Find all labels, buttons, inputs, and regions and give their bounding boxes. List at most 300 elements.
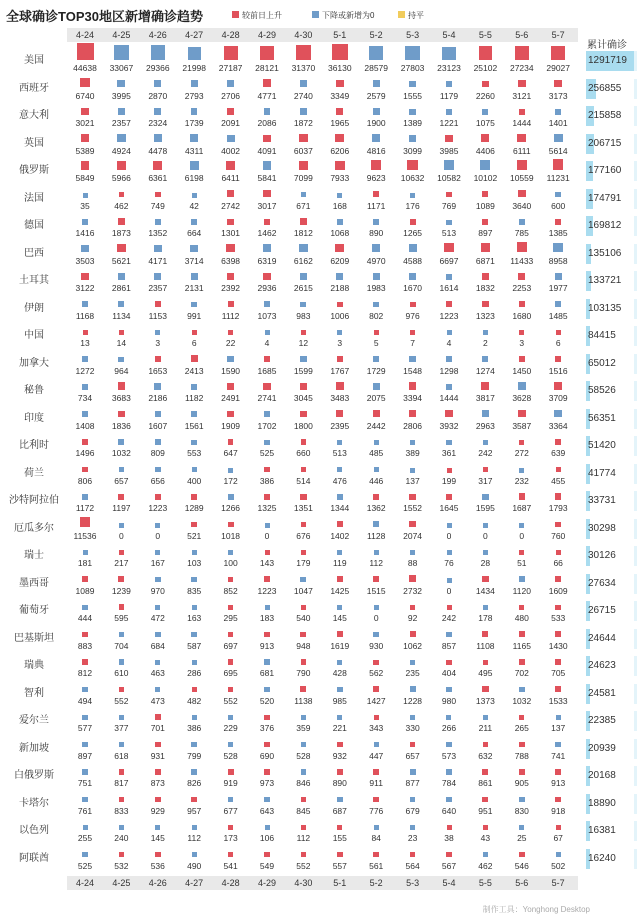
trend-mark <box>299 134 308 143</box>
value-label: 1018 <box>221 530 241 541</box>
trend-mark <box>337 660 342 665</box>
value-label: 812 <box>77 668 93 678</box>
value-label: 1873 <box>111 228 131 238</box>
trend-mark <box>409 356 415 362</box>
value-label: 1128 <box>367 530 386 541</box>
trend-mark <box>82 467 88 473</box>
value-label: 991 <box>187 310 202 321</box>
country-label: 伊朗 <box>24 302 44 314</box>
trend-mark <box>405 46 419 60</box>
trend-mark <box>519 219 525 225</box>
value-label: 1389 <box>403 118 423 128</box>
trend-mark <box>155 797 161 803</box>
value-label: 4 <box>264 338 270 348</box>
trend-mark <box>154 273 161 280</box>
trend-mark <box>447 578 452 583</box>
trend-mark <box>519 440 524 445</box>
value-label: 1812 <box>293 228 313 238</box>
trend-mark <box>337 356 344 363</box>
trend-mark <box>336 108 343 115</box>
trend-mark <box>410 742 416 748</box>
value-label: 11536 <box>73 530 97 541</box>
total-accent <box>634 739 637 759</box>
trend-mark <box>373 356 380 363</box>
total-accent <box>634 161 637 181</box>
trend-mark <box>190 245 198 253</box>
country-label: 巴基斯坦 <box>14 632 54 644</box>
value-label: 677 <box>223 805 238 816</box>
value-label: 9623 <box>366 173 386 183</box>
value-label: 1619 <box>330 640 350 651</box>
trend-mark <box>226 161 235 170</box>
trend-mark <box>155 523 160 528</box>
value-label: 1223 <box>439 310 459 321</box>
value-label: 10102 <box>473 173 498 183</box>
value-label: 1416 <box>75 228 95 238</box>
trend-mark <box>154 383 161 390</box>
trend-mark <box>410 550 415 555</box>
trend-mark <box>155 577 161 583</box>
trend-mark <box>300 273 307 280</box>
trend-mark <box>445 135 453 143</box>
trend-mark <box>555 273 562 280</box>
trend-mark <box>373 632 379 638</box>
value-label: 463 <box>150 668 165 678</box>
value-label: 701 <box>150 723 165 733</box>
trend-mark <box>555 301 561 307</box>
value-label: 577 <box>77 723 93 733</box>
trend-mark <box>555 686 561 692</box>
value-label: 833 <box>114 805 129 816</box>
trend-mark <box>374 605 379 610</box>
value-label: 1301 <box>221 228 241 238</box>
value-label: 2936 <box>257 283 277 293</box>
value-label: 873 <box>150 778 165 788</box>
value-label: 6 <box>191 338 197 348</box>
trend-mark <box>300 218 307 225</box>
value-label: 176 <box>405 200 420 211</box>
trend-mark <box>409 81 415 87</box>
value-label: 1670 <box>403 283 423 293</box>
value-label: 4588 <box>403 255 423 266</box>
trend-mark <box>155 192 161 198</box>
total-value: 41774 <box>586 464 636 484</box>
total-accent <box>634 381 637 401</box>
trend-mark <box>154 108 161 115</box>
total-column-title: 累计确诊 <box>587 40 627 51</box>
value-label: 1401 <box>548 118 568 128</box>
trend-mark <box>155 632 161 638</box>
value-label: 2074 <box>403 530 423 541</box>
country-label: 美国 <box>24 55 44 66</box>
value-label: 532 <box>114 860 129 871</box>
trend-mark <box>446 440 451 445</box>
value-label: 1739 <box>184 118 204 128</box>
value-label: 43 <box>480 833 491 843</box>
trend-mark <box>373 273 380 280</box>
value-label: 4002 <box>221 145 241 156</box>
value-label: 788 <box>514 750 529 761</box>
trend-mark <box>191 522 196 527</box>
trend-mark <box>556 715 561 720</box>
value-label: 84 <box>371 833 381 843</box>
trend-mark <box>483 523 488 528</box>
value-label: 6 <box>555 338 561 348</box>
total-accent <box>634 106 637 126</box>
value-label: 1836 <box>111 420 131 431</box>
value-label: 42 <box>189 200 199 211</box>
value-label: 3173 <box>548 90 568 101</box>
total-value: 58526 <box>586 381 636 401</box>
value-label: 1793 <box>548 503 568 513</box>
value-label: 549 <box>259 860 275 871</box>
value-label: 29027 <box>546 63 570 73</box>
value-label: 240 <box>114 833 129 843</box>
trend-mark <box>300 80 307 87</box>
value-label: 3628 <box>512 393 532 403</box>
trend-mark <box>191 411 197 417</box>
trend-mark <box>119 192 124 197</box>
trend-mark <box>481 243 490 252</box>
trend-mark <box>192 715 197 720</box>
trend-mark <box>155 301 161 307</box>
value-label: 1872 <box>293 118 313 128</box>
trend-mark <box>301 522 307 528</box>
trend-mark <box>373 686 379 692</box>
value-label: 749 <box>150 200 165 211</box>
value-label: 5849 <box>75 173 95 183</box>
trend-mark <box>447 550 452 555</box>
value-label: 1462 <box>257 228 277 238</box>
total-accent <box>634 546 637 566</box>
trend-mark <box>155 769 161 775</box>
trend-mark <box>335 161 344 170</box>
value-label: 4478 <box>148 145 168 156</box>
value-label: 929 <box>150 805 165 816</box>
value-label: 0 <box>446 530 452 541</box>
trend-mark <box>119 825 124 830</box>
value-label: 890 <box>369 228 384 238</box>
value-label: 12 <box>298 338 309 348</box>
value-label: 10632 <box>400 173 425 183</box>
trend-mark <box>442 47 455 60</box>
trend-mark <box>82 687 87 692</box>
trend-mark <box>519 769 525 775</box>
trend-mark <box>155 852 160 857</box>
trend-mark <box>554 382 562 390</box>
trend-mark <box>155 825 160 830</box>
trend-mark <box>482 81 489 88</box>
date-header: 5-5 <box>478 30 492 40</box>
value-label: 3995 <box>111 90 131 101</box>
total-value: 177160 <box>586 161 636 181</box>
value-label: 6871 <box>475 255 495 266</box>
trend-mark <box>227 383 234 390</box>
value-label: 137 <box>551 723 566 733</box>
trend-mark <box>264 356 271 363</box>
trend-mark <box>444 243 453 252</box>
total-value: 84415 <box>586 326 636 346</box>
trend-mark <box>300 356 306 362</box>
value-label: 1075 <box>475 118 495 128</box>
trend-mark <box>264 467 269 472</box>
value-label: 932 <box>332 750 347 761</box>
trend-mark <box>337 494 343 500</box>
value-label: 1595 <box>475 503 495 513</box>
trend-mark <box>518 273 525 280</box>
trend-mark <box>446 274 452 280</box>
date-footer: 5-7 <box>551 878 565 888</box>
value-label: 769 <box>441 200 457 211</box>
trend-mark <box>81 108 88 115</box>
value-label: 2357 <box>148 283 168 293</box>
value-label: 1062 <box>403 640 423 651</box>
trend-mark <box>373 769 379 775</box>
total-value: 51420 <box>586 436 636 456</box>
trend-mark <box>188 47 201 60</box>
value-label: 1402 <box>330 530 350 541</box>
total-value: 33731 <box>586 491 636 511</box>
trend-mark <box>517 242 528 253</box>
trend-mark <box>519 797 525 803</box>
trend-mark <box>373 302 379 308</box>
date-footer: 5-2 <box>369 878 383 888</box>
value-label: 183 <box>259 613 275 623</box>
trend-mark <box>447 468 452 473</box>
value-label: 100 <box>223 558 238 568</box>
trend-mark <box>447 825 452 830</box>
trend-mark <box>337 631 343 637</box>
country-label: 法国 <box>24 192 44 204</box>
trend-mark <box>374 440 379 445</box>
trend-mark <box>518 382 526 390</box>
trend-mark <box>335 134 344 143</box>
value-label: 830 <box>514 805 529 816</box>
value-label: 143 <box>259 558 275 568</box>
value-label: 1274 <box>475 365 495 376</box>
total-accent <box>634 656 637 676</box>
trend-mark <box>555 192 561 198</box>
value-label: 525 <box>77 860 93 871</box>
value-label: 235 <box>405 668 420 678</box>
total-value: 30298 <box>586 519 636 539</box>
trend-mark <box>81 134 90 143</box>
value-label: 918 <box>551 805 566 816</box>
date-footer: 5-6 <box>515 878 529 888</box>
value-label: 1112 <box>221 310 240 321</box>
value-label: 1172 <box>75 503 95 513</box>
value-label: 1555 <box>403 90 423 101</box>
value-label: 3503 <box>75 255 95 266</box>
value-label: 541 <box>223 860 238 871</box>
trend-mark <box>81 161 90 170</box>
trend-mark <box>82 852 87 857</box>
trend-mark <box>191 219 197 225</box>
value-label: 647 <box>223 448 238 458</box>
value-label: 1223 <box>257 585 277 596</box>
trend-mark <box>300 632 306 638</box>
value-label: 172 <box>223 475 238 486</box>
total-accent <box>634 849 637 869</box>
total-value: 56351 <box>586 409 636 429</box>
value-label: 557 <box>332 860 347 871</box>
value-label: 2741 <box>257 393 277 403</box>
value-label: 5966 <box>111 173 131 183</box>
trend-mark <box>483 825 488 830</box>
value-label: 482 <box>187 695 202 706</box>
total-accent <box>634 326 637 346</box>
trend-mark <box>374 330 379 335</box>
value-label: 6319 <box>257 255 277 266</box>
total-value: 16240 <box>586 849 636 869</box>
value-label: 359 <box>296 723 311 733</box>
date-header: 5-3 <box>406 30 420 40</box>
total-value: 103135 <box>586 299 636 319</box>
trend-mark <box>519 605 524 610</box>
trend-mark <box>265 605 270 610</box>
trend-mark <box>82 439 88 445</box>
trend-mark <box>263 190 270 197</box>
value-label: 4816 <box>366 145 386 156</box>
trend-mark <box>551 46 565 60</box>
value-label: 1089 <box>75 585 95 596</box>
date-header: 5-7 <box>551 30 565 40</box>
value-label: 28579 <box>364 63 388 73</box>
trend-mark <box>556 330 561 335</box>
value-label: 1645 <box>439 503 459 513</box>
trend-mark <box>77 43 94 60</box>
value-label: 1351 <box>293 503 313 513</box>
value-label: 948 <box>296 640 311 651</box>
trend-mark <box>483 605 488 610</box>
trend-mark <box>227 356 233 362</box>
value-label: 265 <box>514 723 529 733</box>
value-label: 21998 <box>182 63 206 73</box>
trend-mark <box>192 193 197 198</box>
trend-mark <box>337 687 343 693</box>
value-label: 112 <box>296 833 311 843</box>
trend-mark <box>154 134 162 142</box>
value-label: 610 <box>114 668 129 678</box>
trend-mark <box>191 769 197 775</box>
value-label: 76 <box>444 558 454 568</box>
total-accent <box>634 134 637 154</box>
trend-mark <box>482 576 488 582</box>
trend-mark <box>228 632 234 638</box>
value-label: 679 <box>405 805 420 816</box>
date-header: 4-25 <box>112 30 131 40</box>
trend-mark <box>82 797 88 803</box>
value-label: 4311 <box>185 145 204 156</box>
trend-mark <box>117 244 126 253</box>
value-label: 2963 <box>475 420 495 431</box>
trend-mark <box>480 160 490 170</box>
trend-mark <box>82 356 88 362</box>
trend-mark <box>118 218 125 225</box>
legend-flat-swatch <box>398 11 405 18</box>
trend-mark <box>263 273 270 280</box>
value-label: 36130 <box>327 63 352 73</box>
trend-mark <box>409 244 417 252</box>
trend-mark <box>83 330 88 335</box>
value-label: 155 <box>332 833 347 843</box>
legend-flat-label: 持平 <box>408 11 424 20</box>
value-label: 514 <box>296 475 311 486</box>
date-footer: 5-5 <box>478 878 492 888</box>
trend-mark <box>373 108 380 115</box>
country-label: 沙特阿拉伯 <box>9 495 59 506</box>
value-label: 1323 <box>475 310 495 321</box>
trend-mark <box>119 632 125 638</box>
trend-mark <box>373 660 378 665</box>
value-label: 643 <box>259 805 275 816</box>
trend-mark <box>446 109 452 115</box>
country-label: 厄瓜多尔 <box>14 522 54 534</box>
trend-mark <box>265 550 270 555</box>
value-label: 0 <box>483 530 488 541</box>
value-label: 2324 <box>148 118 168 128</box>
value-label: 7933 <box>330 173 350 183</box>
value-label: 1767 <box>330 365 350 376</box>
value-label: 428 <box>332 668 347 678</box>
trend-mark <box>555 797 561 803</box>
trend-mark <box>446 715 451 720</box>
value-label: 3 <box>155 338 161 348</box>
trend-mark <box>481 134 489 142</box>
trend-mark <box>155 467 161 473</box>
total-accent <box>634 684 637 704</box>
value-label: 1165 <box>512 640 531 651</box>
value-label: 1552 <box>403 503 423 513</box>
trend-mark <box>265 523 270 528</box>
value-label: 33067 <box>109 63 134 73</box>
trend-mark <box>300 108 307 115</box>
trend-mark <box>373 383 380 390</box>
trend-mark <box>265 330 270 335</box>
trend-mark <box>519 631 525 637</box>
trend-mark <box>228 659 234 665</box>
value-label: 684 <box>150 640 165 651</box>
date-header: 5-2 <box>369 30 383 40</box>
trend-mark <box>191 577 197 583</box>
trend-mark <box>155 714 161 720</box>
trend-mark <box>482 797 488 803</box>
value-label: 2413 <box>184 365 204 376</box>
value-label: 676 <box>296 530 311 541</box>
value-label: 2395 <box>330 420 350 431</box>
value-label: 528 <box>223 750 238 761</box>
trend-mark <box>337 330 342 335</box>
value-label: 199 <box>441 475 457 486</box>
country-label: 意大利 <box>19 110 49 121</box>
date-header: 4-28 <box>221 30 240 40</box>
value-label: 3483 <box>330 393 350 403</box>
value-label: 639 <box>551 448 566 458</box>
trend-mark <box>556 550 561 555</box>
trend-mark <box>119 769 125 775</box>
trend-mark <box>301 659 307 665</box>
value-label: 1450 <box>512 365 532 376</box>
value-label: 553 <box>187 448 202 458</box>
date-footer: 5-1 <box>333 878 347 888</box>
value-label: 587 <box>187 640 202 651</box>
value-label: 1548 <box>403 365 423 376</box>
trend-mark <box>192 825 197 830</box>
value-label: 957 <box>187 805 202 816</box>
country-label: 以色列 <box>19 825 49 836</box>
value-label: 2186 <box>148 393 168 403</box>
value-label: 1266 <box>221 503 241 513</box>
